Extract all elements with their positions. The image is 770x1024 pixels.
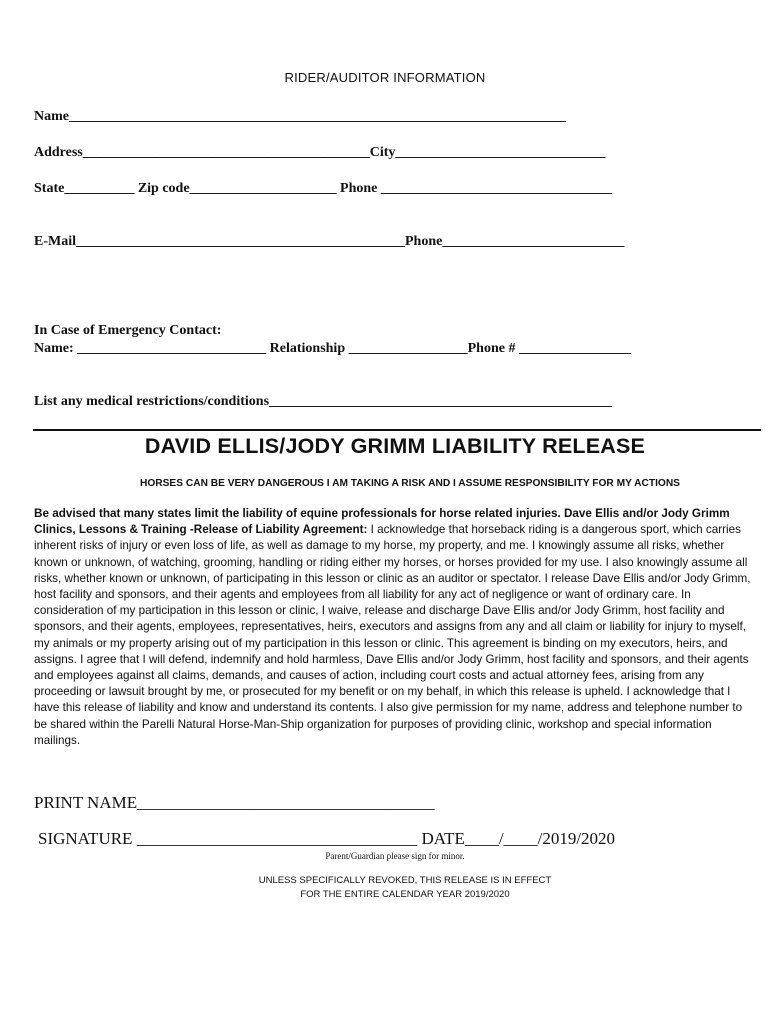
release-body-text: I acknowledge that horseback riding is a dangerous sport, which carries inherent risks of injury or even loss of life, as well as damage to my horse, my property, and me. I knowingly assume all risks, whether known or unknown, of watching, grooming, handling or riding either my horses, or horses provided for my use. I also knowingly assume all risks, whether known or unknown, of participating in this lesson or clinic as an auditor or spectator. I release Dave Ellis and/or Jody Grimm, host facility and sponsors, and their agents and employees from all liability for any act of negligence or want of ordinary care. In consideration of my participation in this lesson or clinic, I waive, release and discharge Dave Ellis and/or Jody Grimm, host facility and sponsors, and their agents, employees, representatives, heirs, executors and assigns from any and all claim or liability for injury to myself, my animals or my property arising out of my participation in this lesson or clinic. This agreement is binding on my executors, heirs, and assigns. I agree that I will defend, indemnify and hold harmless, Dave Ellis and/or Jody Grimm, host facility and sponsors, and their agents and employees against all claims, demands, and causes of action, including court costs and actual attorney fees, arising from any proceeding or lawsuit brought by me, or prosecuted for my benefit or on my behalf, in which this release is upheld. I acknowledge that I have this release of liability and know and understand its contents. I also give permission for my name, address and telephone number to be shared within the Parelli Natural Horse-Man-Ship organization for purposes of providing clinic, workshop and special information mailings. xyxy=(34,523,751,747)
release-subtitle: HORSES CAN BE VERY DANGEROUS I AM TAKING A RISK AND I ASSUME RESPONSIBILITY FOR MY ACTIONS xyxy=(140,478,680,489)
release-body-bold: Be advised that many states limit the liability of equine professionals for horse related injuries. Dave Ellis and/or Jody Grimm Clinics, Lessons & Training -Release of Liability Agreement: xyxy=(34,507,730,537)
state-zip-phone-field[interactable]: State__________ Zip code_____________________ Phone _________________________________ xyxy=(34,181,612,196)
revocation-notice xyxy=(0,874,770,901)
section-divider xyxy=(33,429,761,431)
email-phone-field[interactable]: E-Mail_______________________________________________Phone__________________________ xyxy=(34,234,625,249)
print-name-field[interactable]: PRINT NAME___________________________________ xyxy=(34,793,435,812)
revocation-line-2: FOR THE ENTIRE CALENDAR YEAR 2019/2020 xyxy=(300,888,510,900)
emergency-contact-heading: In Case of Emergency Contact: xyxy=(34,323,222,338)
section-title-rider-info: RIDER/AUDITOR INFORMATION xyxy=(284,70,486,85)
emergency-contact-field[interactable]: Name: ___________________________ Relationship _________________Phone # ________________ xyxy=(34,341,631,356)
guardian-note: Parent/Guardian please sign for minor. xyxy=(325,851,465,861)
medical-restrictions-field[interactable]: List any medical restrictions/conditions_________________________________________________ xyxy=(34,394,613,409)
address-city-field[interactable]: Address_________________________________________City______________________________ xyxy=(34,145,606,160)
release-title: DAVID ELLIS/JODY GRIMM LIABILITY RELEASE xyxy=(144,434,646,458)
revocation-line-1: UNLESS SPECIFICALLY REVOKED, THIS RELEASE IS IN EFFECT xyxy=(258,875,552,886)
name-field[interactable]: Name_______________________________________________________________________ xyxy=(34,109,566,124)
release-body xyxy=(34,506,758,749)
signature-date-field[interactable]: SIGNATURE _________________________________ DATE____/____/2019/2020 xyxy=(38,829,616,848)
